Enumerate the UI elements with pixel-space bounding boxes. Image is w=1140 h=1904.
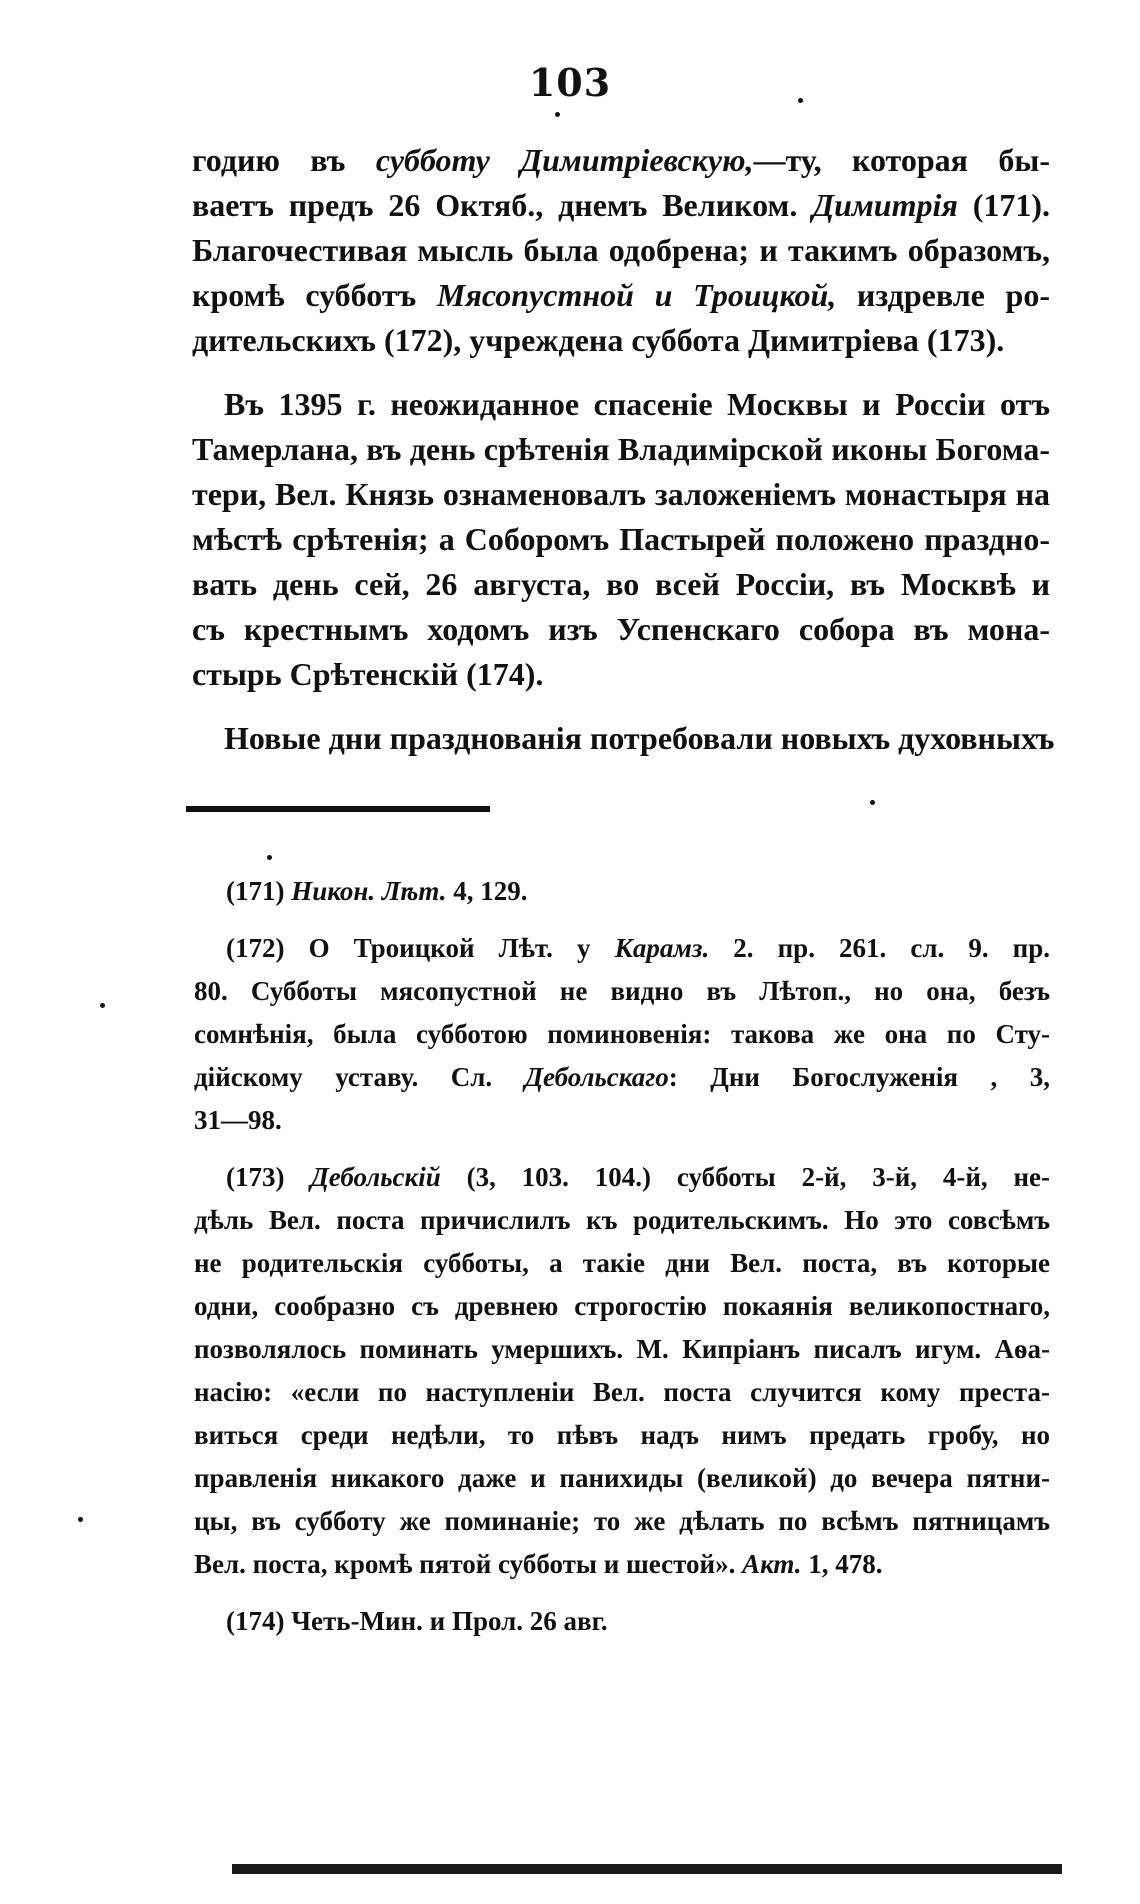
text-segment: (174) Четь-Мин. и Прол. 26 авг. bbox=[226, 1606, 608, 1636]
text-line bbox=[194, 1156, 1050, 1199]
text-segment: цы, въ субботу же поминаніе; то же дѣлать по всѣмъ пятницамъ bbox=[194, 1506, 1050, 1536]
text-line bbox=[192, 318, 1050, 363]
text-line: Новые дни празднованія потребовали новыхъ духовныхъ bbox=[224, 720, 1055, 756]
text-line: вать день сей, 26 августа, во всей Россіи, въ Москвѣ и bbox=[192, 566, 1050, 602]
text-line: стырь Срѣтенскій (174). bbox=[192, 656, 544, 692]
text-segment: (3, 103. 104.) субботы 2-й, 3-й, 4-й, не- bbox=[440, 1162, 1051, 1192]
text-segment: —ту, которая бы- bbox=[753, 142, 1051, 178]
text-segment: Дебольскаго bbox=[524, 1062, 669, 1092]
page-number: 103 bbox=[528, 60, 612, 105]
text-segment: Акт. bbox=[742, 1549, 802, 1579]
scan-speck bbox=[78, 1517, 83, 1522]
text-segment: одни, сообразно съ древнею строгостію покаянія великопостнаго, bbox=[194, 1291, 1050, 1321]
text-segment: Благочестивая мысль была одобрена; и такимъ образомъ, bbox=[192, 232, 1050, 268]
text-segment: не родительскія субботы, а такіе дни Вел. поста, въ которые bbox=[194, 1248, 1050, 1278]
text-line: мѣстѣ срѣтенія; а Соборомъ Пастырей положено праздно- bbox=[192, 521, 1050, 557]
text-segment: сомнѣнія, была субботою поминовенія: такова же она по Сту- bbox=[194, 1019, 1050, 1049]
text-segment: дѣль Вел. поста причислилъ къ родительскимъ. Но это совсѣмъ bbox=[194, 1205, 1050, 1235]
text-segment: 80. Субботы мясопустной не видно въ Лѣтоп., но она, безъ bbox=[194, 976, 1050, 1006]
text-segment: субботу Димитріевскую, bbox=[375, 142, 754, 178]
footnote-separator-rule bbox=[186, 806, 490, 812]
text-segment: Карамз. bbox=[614, 933, 710, 963]
text-segment: (171) bbox=[226, 876, 292, 906]
footnote-174 bbox=[194, 1600, 1050, 1643]
text-segment: 1, 478. bbox=[801, 1549, 883, 1579]
scan-speck bbox=[555, 112, 560, 117]
bottom-page-edge-rule bbox=[232, 1864, 1062, 1874]
text-segment: позволялось поминать умершихъ. М. Кипріанъ писалъ игум. Аѳа- bbox=[194, 1334, 1050, 1364]
text-segment: насію: «если по наступленіи Вел. поста случится кому преста- bbox=[194, 1377, 1050, 1407]
text-line bbox=[192, 183, 1050, 228]
footnote-173 bbox=[194, 1156, 1050, 1586]
text-segment: ваетъ предъ 26 Октяб., днемъ Великом. bbox=[192, 187, 813, 223]
text-line bbox=[194, 1242, 1050, 1285]
text-line bbox=[194, 927, 1050, 970]
text-line bbox=[194, 1199, 1050, 1242]
text-segment: правленія никакого даже и панихиды (великой) до вечера пятни- bbox=[194, 1463, 1050, 1493]
paragraph-continuation bbox=[192, 138, 1050, 363]
text-line bbox=[194, 1457, 1050, 1500]
text-line: съ крестнымъ ходомъ изъ Успенскаго собора въ мона- bbox=[192, 611, 1050, 647]
text-line bbox=[192, 138, 1050, 183]
text-segment: Мясопустной и Троицкой, bbox=[436, 277, 837, 313]
scan-speck bbox=[267, 855, 272, 860]
text-segment: годию въ bbox=[192, 142, 376, 178]
text-line bbox=[194, 1600, 1050, 1643]
scan-speck bbox=[870, 800, 875, 805]
text-segment: (173) bbox=[226, 1162, 311, 1192]
text-segment: Димитрія bbox=[812, 187, 958, 223]
text-segment: (171). bbox=[957, 187, 1051, 223]
text-line bbox=[194, 1056, 1050, 1099]
text-line: тери, Вел. Князь ознаменовалъ заложеніемъ монастыря на bbox=[192, 476, 1050, 512]
text-segment: кромѣ субботъ bbox=[192, 277, 437, 313]
text-line bbox=[192, 228, 1050, 273]
text-line bbox=[194, 1099, 1050, 1142]
text-line bbox=[194, 970, 1050, 1013]
footnote-172 bbox=[194, 927, 1050, 1142]
text-segment: 31—98. bbox=[194, 1105, 282, 1135]
text-segment: Вел. поста, кромѣ пятой субботы и шестой». bbox=[194, 1549, 743, 1579]
paragraph-1395-tamerlane bbox=[192, 382, 1050, 697]
scan-speck bbox=[100, 1003, 105, 1008]
text-line bbox=[194, 1500, 1050, 1543]
text-line bbox=[194, 1543, 1050, 1586]
text-line bbox=[194, 870, 1050, 913]
text-line bbox=[194, 1328, 1050, 1371]
text-segment: : Дни Богослуженія , 3, bbox=[668, 1062, 1050, 1092]
text-segment: 4, 129. bbox=[446, 876, 528, 906]
text-segment: дійскому уставу. Сл. bbox=[194, 1062, 525, 1092]
text-segment: 2. пр. 261. сл. 9. пр. bbox=[709, 933, 1051, 963]
text-line: Въ 1395 г. неожиданное спасеніе Москвы и Россіи отъ bbox=[224, 386, 1050, 422]
paragraph-new-feast-days bbox=[192, 716, 1055, 761]
footnotes bbox=[194, 870, 1050, 1657]
text-line bbox=[194, 1414, 1050, 1457]
text-line bbox=[194, 1371, 1050, 1414]
text-line bbox=[194, 1285, 1050, 1328]
text-segment: Дебольскій bbox=[310, 1162, 441, 1192]
text-line: Тамерлана, въ день срѣтенія Владимірской иконы Богома- bbox=[192, 431, 1050, 467]
text-segment: издревле ро- bbox=[836, 277, 1050, 313]
scan-speck bbox=[798, 98, 803, 103]
text-line bbox=[194, 1013, 1050, 1056]
text-segment: виться среди недѣли, то пѣвъ надъ нимъ предать гробу, но bbox=[194, 1420, 1050, 1450]
text-segment: Никон. Лѣт. bbox=[291, 876, 447, 906]
footnote-171 bbox=[194, 870, 1050, 913]
text-segment: (172) О Троицкой Лѣт. у bbox=[226, 933, 615, 963]
main-text bbox=[192, 138, 1055, 780]
text-line bbox=[192, 273, 1050, 318]
text-segment: дительскихъ (172), учреждена суббота Димитріева (173). bbox=[192, 322, 1005, 358]
